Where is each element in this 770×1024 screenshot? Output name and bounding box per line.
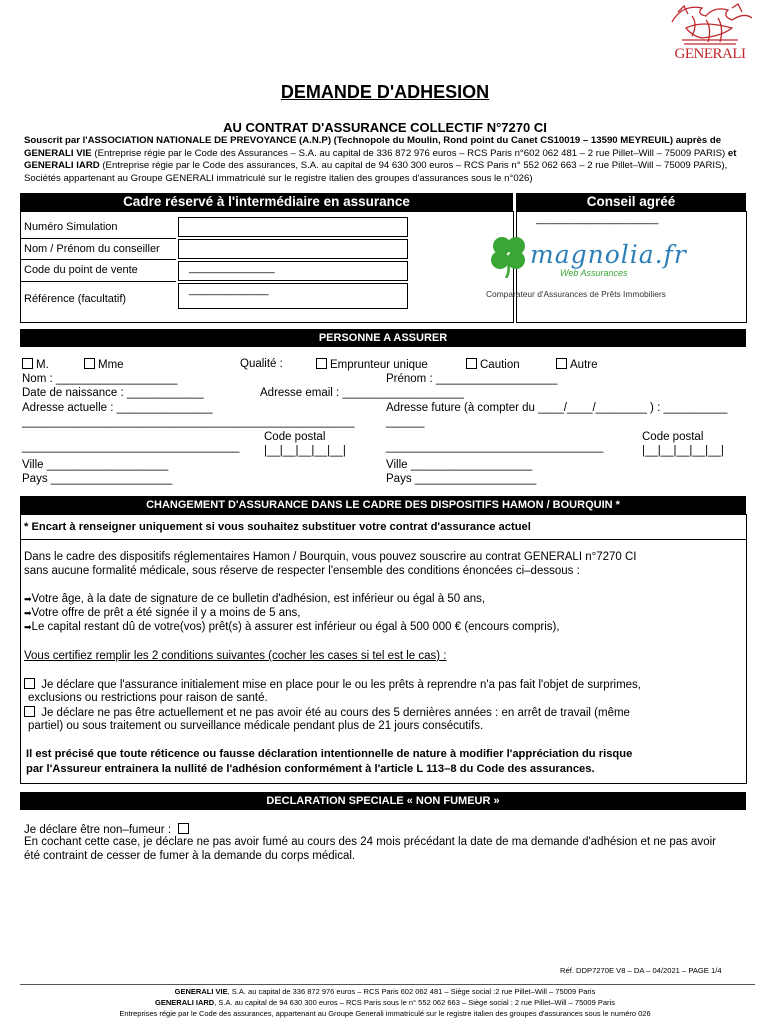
page-title: DEMANDE D'ADHESION xyxy=(280,82,490,102)
divider xyxy=(20,281,176,282)
adresse-line-right[interactable]: ______ xyxy=(386,416,425,428)
footer-line1 xyxy=(0,987,770,996)
checkbox[interactable] xyxy=(24,706,35,717)
bullet-text: Votre offre de prêt a été signée il y a moins de 5 ans, xyxy=(31,607,301,619)
reference-label: Référence (facultatif) xyxy=(24,293,127,305)
hamon-encart: * Encart à renseigner uniquement si vous souhaitez substituer votre contrat d'assurance actuel xyxy=(24,521,531,533)
pays-right-field[interactable]: Pays ___________________ xyxy=(386,473,537,485)
souscrit-and: et GENERALI IARD xyxy=(24,147,737,171)
qualite-caution[interactable] xyxy=(466,358,520,371)
decl1-line2: exclusions ou restrictions pour raison de santé. xyxy=(28,692,268,704)
footer-ref: Réf. DDP7270E V8 – DA – 04/2021 – PAGE 1/4 xyxy=(560,966,722,975)
emprunteur-label: Emprunteur unique xyxy=(330,359,428,371)
conseil-header: Conseil agréé xyxy=(516,193,746,211)
personne-header: PERSONNE A ASSURER xyxy=(20,329,746,347)
civilite-m-label: M. xyxy=(36,359,49,371)
arrow-icon: ➡ xyxy=(24,608,32,618)
magnolia-brand: magnolia.fr xyxy=(530,240,687,269)
checkbox[interactable] xyxy=(22,358,33,369)
generali-logo xyxy=(662,2,758,66)
decl2-text: Je déclare ne pas être actuellement et ne pas avoir été au cours des 5 dernières années : en arrêt de travail (même xyxy=(41,707,630,719)
ville-left-field[interactable]: Ville ___________________ xyxy=(22,459,169,471)
non-fumeur-line[interactable] xyxy=(24,823,192,836)
code-postal-right-label: Code postal xyxy=(642,431,704,443)
checkbox[interactable] xyxy=(316,358,327,369)
decl2-line1[interactable] xyxy=(24,706,630,719)
naissance-field[interactable]: Date de naissance : ____________ xyxy=(22,387,204,399)
cadre-header: Cadre réservé à l'intermédiaire en assurance xyxy=(20,193,513,211)
footer-line1-text: , S.A. au capital de 336 872 976 euros – RCS Paris 602 062 481 – Siège social :2 rue Pillet–Will – 75009 Paris xyxy=(227,987,596,996)
autre-label: Autre xyxy=(570,359,598,371)
qualite-label: Qualité : xyxy=(240,358,283,370)
adresse-line-left-2[interactable]: __________________________________ xyxy=(22,441,240,453)
reference-input[interactable] xyxy=(178,283,408,309)
divider xyxy=(20,259,176,260)
civilite-mme-label: Mme xyxy=(98,359,124,371)
souscription-text xyxy=(24,135,748,185)
footer-generali-vie: GENERALI VIE xyxy=(174,987,228,996)
adresse-line-left[interactable]: ____________________________________________________ xyxy=(22,416,355,428)
code-point-vente-value: ______________ xyxy=(189,262,275,274)
certifiez-text: Vous certifiez remplir les 2 conditions suivantes (cocher les cases si tel est le cas) : xyxy=(24,650,447,662)
warning-2: par l'Assureur entrainera la nullité de l'adhésion conformément à l'article L 113–8 du Code des assurances. xyxy=(26,763,595,775)
souscrit-part1: (Entreprise régie par le Code des Assurances – S.A. au capital de 336 872 976 euros – RCS Paris n°602 062 481 – 2 rue Pillet–Will – 75009 PARIS) xyxy=(91,147,726,159)
conseil-line: ____________________ xyxy=(536,213,659,225)
hamon-header: CHANGEMENT D'ASSURANCE DANS LE CADRE DES DISPOSITIFS HAMON / BOURQUIN * xyxy=(20,496,746,514)
caution-label: Caution xyxy=(480,359,520,371)
fumeur-line2: En cochant cette case, je déclare ne pas avoir fumé au cours des 24 mois précédant la date de ma demande d'adhésion et ne pas avoir xyxy=(24,836,716,848)
qualite-emprunteur[interactable] xyxy=(316,358,428,371)
qualite-autre[interactable] xyxy=(556,358,598,371)
ville-right-field[interactable]: Ville ___________________ xyxy=(386,459,533,471)
adresse-future-field[interactable]: Adresse future (à compter du ____/____/________ ) : __________ xyxy=(386,402,728,414)
non-fumeur-checkbox[interactable] xyxy=(178,823,189,834)
magnolia-tagline: Comparateur d'Assurances de Prêts Immobiliers xyxy=(486,289,666,299)
hamon-intro-2: sans aucune formalité médicale, sous réserve de respecter l'ensemble des conditions énoncées ci–dessous : xyxy=(24,565,580,577)
reference-value: _____________ xyxy=(189,284,269,296)
magnolia-sub: Web Assurances xyxy=(560,268,628,278)
footer-divider xyxy=(20,984,755,985)
fumeur-line3: été contraint de cesser de fumer à la demande du corps médical. xyxy=(24,850,356,862)
magnolia-logo xyxy=(486,232,696,280)
nom-field[interactable]: Nom : ___________________ xyxy=(22,373,178,385)
hamon-intro-1: Dans le cadre des dispositifs réglementaires Hamon / Bourquin, vous pouvez souscrire au contrat GENERALI n°7270 CI xyxy=(24,551,637,563)
decl1-text: Je déclare que l'assurance initialement mise en place pour le ou les prêts à reprendre n'a pas fait l'objet de surprimes, xyxy=(41,679,642,691)
souscrit-bold: Souscrit par l'ASSOCIATION NATIONALE DE PREVOYANCE (A.N.P) (Technopole du Moulin, Rond point du Canet CS10019 – 13590 MEYREUIL) auprès de GENERALI VIE xyxy=(24,135,722,159)
logo-text: GENERALI xyxy=(674,46,746,62)
checkbox[interactable] xyxy=(466,358,477,369)
civilite-mme[interactable] xyxy=(84,358,124,371)
fumeur-header: DECLARATION SPECIALE « NON FUMEUR » xyxy=(20,792,746,810)
conseiller-input[interactable] xyxy=(178,239,408,259)
numero-simulation-label: Numéro Simulation xyxy=(24,221,118,233)
prenom-field[interactable]: Prénom : ___________________ xyxy=(386,373,558,385)
checkbox[interactable] xyxy=(556,358,567,369)
non-fumeur-label: Je déclare être non–fumeur : xyxy=(24,824,172,836)
civilite-m[interactable] xyxy=(22,358,49,371)
hamon-bullet xyxy=(24,607,300,619)
pays-left-field[interactable]: Pays ___________________ xyxy=(22,473,173,485)
divider xyxy=(20,238,176,239)
footer-generali-iard: GENERALI IARD xyxy=(155,998,215,1007)
clover-icon xyxy=(486,232,532,278)
arrow-icon: ➡ xyxy=(24,622,32,632)
code-postal-left-label: Code postal xyxy=(264,431,326,443)
souscrit-part2: (Entreprise régie par le Code des assurances, S.A. au capital de 94 630 300 euros – RCS Paris n° 552 062 663 – 2 rue Pillet–Will – 75009 PARIS), Sociétés appartenant au Groupe GENERALI immatriculé sur le registre italien des groupes d'assurances sous le n°026) xyxy=(24,160,728,184)
code-postal-right-input[interactable]: |__|__|__|__|__| xyxy=(642,445,724,457)
footer-line3: Entreprises régie par le Code des assurances, appartenant au Groupe Generali immatriculé sur le registre italien des groupes d'assurances sous le numéro 026 xyxy=(119,1009,651,1018)
conseiller-label: Nom / Prénom du conseiller xyxy=(24,243,160,255)
bullet-text: Le capital restant dû de votre(vos) prêt(s) à assurer est inférieur ou égal à 500 000 € (encours compris), xyxy=(31,621,560,633)
hamon-bullet xyxy=(24,621,560,633)
decl1-line1[interactable] xyxy=(24,678,641,691)
code-point-vente-label: Code du point de vente xyxy=(24,264,138,276)
bullet-text: Votre âge, à la date de signature de ce bulletin d'adhésion, est inférieur ou égal à 50 ans, xyxy=(31,593,486,605)
warning-1: Il est précisé que toute réticence ou fausse déclaration intentionnelle de nature à modifier l'appréciation du risque xyxy=(26,748,633,760)
lion-icon xyxy=(662,2,758,46)
footer-line2-text: , S.A. au capital de 94 630 300 euros – RCS Paris sous le n° 552 062 663 – Siège social : 2 rue Pillet–Will – 75009 Paris xyxy=(214,998,615,1007)
code-point-vente-input[interactable] xyxy=(178,261,408,281)
hamon-bullet xyxy=(24,593,485,605)
arrow-icon: ➡ xyxy=(24,594,32,604)
email-field[interactable]: Adresse email : ___________________ xyxy=(260,387,464,399)
divider xyxy=(20,539,746,540)
footer-line2 xyxy=(0,998,770,1007)
page-subtitle: AU CONTRAT D'ASSURANCE COLLECTIF N°7270 CI xyxy=(223,120,547,135)
code-postal-left-input[interactable]: |__|__|__|__|__| xyxy=(264,445,346,457)
numero-simulation-input[interactable] xyxy=(178,217,408,237)
decl2-line2: partiel) ou sous traitement ou surveillance médicale pendant plus de 21 jours consécutifs. xyxy=(28,720,484,732)
checkbox[interactable] xyxy=(24,678,35,689)
checkbox[interactable] xyxy=(84,358,95,369)
adresse-line-right-2[interactable]: __________________________________ xyxy=(386,441,604,453)
adresse-actuelle-field[interactable]: Adresse actuelle : _______________ xyxy=(22,402,213,414)
